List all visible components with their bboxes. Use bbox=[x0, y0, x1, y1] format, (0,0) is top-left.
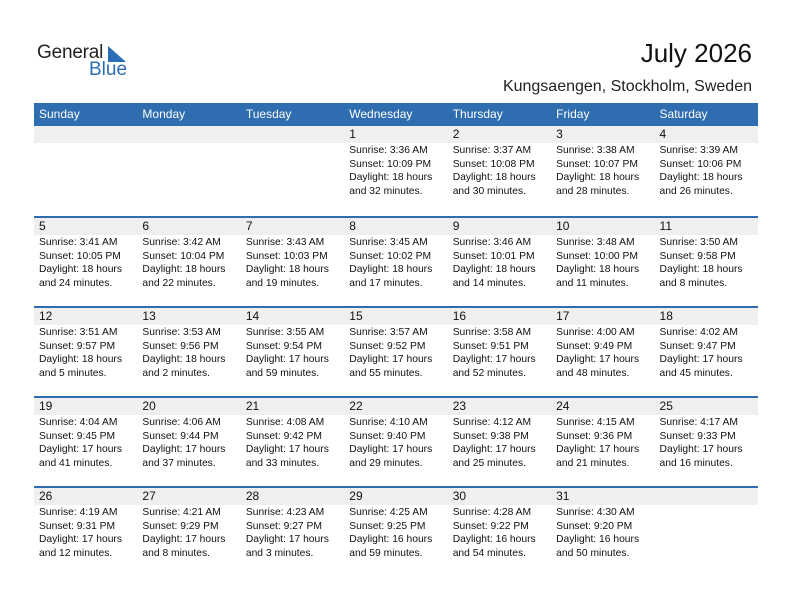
day-number: 15 bbox=[349, 309, 363, 323]
weekday-thursday: Thursday bbox=[452, 107, 503, 121]
day-cell bbox=[655, 235, 758, 290]
day-cell bbox=[655, 143, 758, 198]
info-row bbox=[34, 143, 758, 198]
sunset-text: Sunset: 10:09 PM bbox=[349, 158, 432, 170]
sunset-text: Sunset: 9:22 PM bbox=[452, 520, 529, 532]
sunset-text: Sunset: 9:29 PM bbox=[142, 520, 219, 532]
day-cell bbox=[241, 143, 344, 198]
info-row bbox=[34, 235, 758, 290]
minutes-text: and 54 minutes. bbox=[452, 547, 526, 559]
day-number: 10 bbox=[556, 219, 570, 233]
day-cell bbox=[448, 143, 551, 198]
daylight-text: Daylight: 18 hours bbox=[452, 172, 536, 183]
date-band bbox=[34, 398, 758, 415]
sunset-text: Sunset: 9:33 PM bbox=[659, 430, 736, 442]
day-cell bbox=[655, 505, 758, 560]
week-row bbox=[34, 216, 758, 306]
day-cell bbox=[34, 235, 137, 290]
daylight-text: Daylight: 18 hours bbox=[142, 264, 226, 275]
day-cell bbox=[344, 505, 447, 560]
day-cell bbox=[137, 235, 240, 290]
info-row bbox=[34, 505, 758, 560]
minutes-text: and 33 minutes. bbox=[245, 457, 320, 469]
sunrise-text: Sunrise: 4:19 AM bbox=[39, 507, 118, 518]
day-number: 28 bbox=[245, 489, 260, 503]
weekday-friday: Friday bbox=[556, 107, 590, 121]
sunset-text: Sunset: 9:40 PM bbox=[349, 430, 426, 442]
sunrise-text: Sunrise: 4:00 AM bbox=[556, 327, 635, 338]
sunset-text: Sunset: 9:58 PM bbox=[659, 250, 736, 262]
day-number: 9 bbox=[452, 219, 460, 233]
day-cell bbox=[551, 505, 654, 560]
daylight-text: Daylight: 17 hours bbox=[349, 444, 433, 455]
day-cell bbox=[655, 415, 758, 470]
minutes-text: and 41 minutes. bbox=[39, 457, 113, 469]
minutes-text: and 5 minutes. bbox=[39, 367, 107, 379]
sunset-text: Sunset: 9:27 PM bbox=[245, 520, 322, 532]
daylight-text: Daylight: 18 hours bbox=[349, 172, 433, 183]
sunset-text: Sunset: 9:44 PM bbox=[142, 430, 219, 442]
day-cell bbox=[448, 505, 551, 560]
location-subtitle: Kungsaengen, Stockholm, Sweden bbox=[502, 78, 752, 95]
sunset-text: Sunset: 9:42 PM bbox=[245, 430, 322, 442]
sunrise-text: Sunrise: 4:25 AM bbox=[349, 507, 428, 518]
minutes-text: and 59 minutes. bbox=[245, 367, 320, 379]
info-row bbox=[34, 415, 758, 470]
daylight-text: Daylight: 17 hours bbox=[39, 534, 122, 545]
day-cell bbox=[137, 415, 240, 470]
minutes-text: and 8 minutes. bbox=[659, 277, 728, 289]
day-cell bbox=[448, 415, 551, 470]
sunset-text: Sunset: 10:07 PM bbox=[556, 158, 638, 170]
sunset-text: Sunset: 9:38 PM bbox=[452, 430, 529, 442]
sunset-text: Sunset: 9:45 PM bbox=[39, 430, 116, 442]
day-number: 1 bbox=[349, 127, 356, 141]
daylight-text: Daylight: 17 hours bbox=[349, 354, 433, 365]
minutes-text: and 30 minutes. bbox=[452, 185, 526, 197]
sunrise-text: Sunrise: 3:41 AM bbox=[39, 237, 118, 248]
day-cell bbox=[34, 415, 137, 470]
minutes-text: and 22 minutes. bbox=[142, 277, 216, 289]
sunset-text: Sunset: 9:36 PM bbox=[556, 430, 633, 442]
sunrise-text: Sunrise: 3:45 AM bbox=[349, 237, 428, 248]
day-number: 25 bbox=[659, 399, 673, 413]
minutes-text: and 26 minutes. bbox=[659, 185, 733, 197]
weekday-header bbox=[34, 103, 758, 126]
sunrise-text: Sunrise: 4:30 AM bbox=[556, 507, 635, 518]
day-cell bbox=[551, 325, 654, 380]
sunrise-text: Sunrise: 3:37 AM bbox=[452, 145, 532, 156]
daylight-text: Daylight: 18 hours bbox=[142, 354, 226, 365]
date-band bbox=[34, 218, 758, 235]
sunset-text: Sunset: 9:56 PM bbox=[142, 340, 219, 352]
minutes-text: and 14 minutes. bbox=[452, 277, 526, 289]
sunset-text: Sunset: 10:00 PM bbox=[556, 250, 638, 262]
sunrise-text: Sunrise: 3:53 AM bbox=[142, 327, 221, 338]
sunset-text: Sunset: 9:54 PM bbox=[245, 340, 322, 352]
day-cell bbox=[448, 325, 551, 380]
sunrise-text: Sunrise: 3:46 AM bbox=[452, 237, 532, 248]
day-number: 27 bbox=[142, 489, 156, 503]
day-cell bbox=[551, 143, 654, 198]
sunrise-text: Sunrise: 4:04 AM bbox=[39, 417, 118, 428]
day-cell bbox=[344, 143, 447, 198]
day-number bbox=[34, 126, 137, 143]
day-cell bbox=[551, 235, 654, 290]
day-cell bbox=[655, 325, 758, 380]
sunset-text: Sunset: 9:52 PM bbox=[349, 340, 426, 352]
day-number: 21 bbox=[245, 399, 260, 413]
sunrise-text: Sunrise: 3:50 AM bbox=[659, 237, 738, 248]
sunrise-text: Sunrise: 3:42 AM bbox=[142, 237, 221, 248]
day-cell bbox=[34, 505, 137, 560]
logo bbox=[37, 42, 137, 82]
sunrise-text: Sunrise: 3:58 AM bbox=[452, 327, 532, 338]
sunrise-text: Sunrise: 4:23 AM bbox=[245, 507, 325, 518]
daylight-text: Daylight: 17 hours bbox=[452, 354, 536, 365]
day-number bbox=[655, 488, 758, 505]
sunset-text: Sunset: 9:47 PM bbox=[659, 340, 736, 352]
daylight-text: Daylight: 18 hours bbox=[556, 264, 640, 275]
sunrise-text: Sunrise: 3:48 AM bbox=[556, 237, 635, 248]
daylight-text: Daylight: 17 hours bbox=[556, 354, 640, 365]
week-row bbox=[34, 306, 758, 396]
daylight-text: Daylight: 18 hours bbox=[349, 264, 433, 275]
day-cell bbox=[344, 415, 447, 470]
day-number: 31 bbox=[556, 489, 570, 503]
day-cell bbox=[137, 325, 240, 380]
minutes-text: and 17 minutes. bbox=[349, 277, 423, 289]
day-number: 16 bbox=[452, 309, 467, 323]
day-number: 26 bbox=[39, 489, 53, 503]
sunrise-text: Sunrise: 4:21 AM bbox=[142, 507, 221, 518]
daylight-text: Daylight: 18 hours bbox=[39, 354, 122, 365]
calendar-grid bbox=[34, 103, 758, 576]
day-number: 13 bbox=[142, 309, 156, 323]
sunset-text: Sunset: 10:05 PM bbox=[39, 250, 121, 262]
day-number: 11 bbox=[659, 219, 672, 233]
daylight-text: Daylight: 18 hours bbox=[452, 264, 536, 275]
day-cell bbox=[448, 235, 551, 290]
day-number: 30 bbox=[452, 489, 467, 503]
sunrise-text: Sunrise: 4:08 AM bbox=[245, 417, 325, 428]
daylight-text: Daylight: 16 hours bbox=[349, 534, 433, 545]
daylight-text: Daylight: 17 hours bbox=[659, 354, 743, 365]
daylight-text: Daylight: 18 hours bbox=[556, 172, 640, 183]
daylight-text: Daylight: 18 hours bbox=[39, 264, 122, 275]
daylight-text: Daylight: 16 hours bbox=[556, 534, 640, 545]
day-number: 24 bbox=[556, 399, 570, 413]
sunset-text: Sunset: 10:02 PM bbox=[349, 250, 432, 262]
daylight-text: Daylight: 16 hours bbox=[452, 534, 536, 545]
minutes-text: and 25 minutes. bbox=[452, 457, 526, 469]
day-number: 17 bbox=[556, 309, 570, 323]
day-number: 18 bbox=[659, 309, 673, 323]
day-cell bbox=[344, 325, 447, 380]
daylight-text: Daylight: 18 hours bbox=[245, 264, 329, 275]
sunrise-text: Sunrise: 4:28 AM bbox=[452, 507, 532, 518]
day-number: 14 bbox=[245, 309, 260, 323]
day-cell bbox=[241, 235, 344, 290]
minutes-text: and 8 minutes. bbox=[142, 547, 210, 559]
sunrise-text: Sunrise: 4:10 AM bbox=[349, 417, 428, 428]
minutes-text: and 16 minutes. bbox=[659, 457, 733, 469]
daylight-text: Daylight: 17 hours bbox=[452, 444, 536, 455]
day-number: 8 bbox=[349, 219, 356, 233]
day-number: 23 bbox=[452, 399, 467, 413]
day-cell bbox=[137, 143, 240, 198]
day-number: 4 bbox=[659, 127, 667, 141]
day-cell bbox=[551, 415, 654, 470]
daylight-text: Daylight: 17 hours bbox=[245, 354, 329, 365]
daylight-text: Daylight: 17 hours bbox=[39, 444, 122, 455]
day-cell bbox=[344, 235, 447, 290]
minutes-text: and 11 minutes. bbox=[556, 277, 629, 289]
weekday-sunday: Sunday bbox=[39, 107, 80, 121]
day-cell bbox=[241, 415, 344, 470]
day-number: 19 bbox=[39, 399, 53, 413]
minutes-text: and 3 minutes. bbox=[245, 547, 314, 559]
page-title: July 2026 bbox=[640, 38, 752, 68]
minutes-text: and 52 minutes. bbox=[452, 367, 526, 379]
minutes-text: and 59 minutes. bbox=[349, 547, 423, 559]
day-number: 6 bbox=[142, 219, 150, 233]
daylight-text: Daylight: 17 hours bbox=[245, 534, 329, 545]
day-cell bbox=[34, 143, 137, 198]
date-band bbox=[34, 488, 758, 505]
sunset-text: Sunset: 9:49 PM bbox=[556, 340, 633, 352]
minutes-text: and 19 minutes. bbox=[245, 277, 320, 289]
daylight-text: Daylight: 17 hours bbox=[142, 534, 226, 545]
day-cell bbox=[137, 505, 240, 560]
minutes-text: and 32 minutes. bbox=[349, 185, 423, 197]
day-number: 5 bbox=[39, 219, 46, 233]
sunset-text: Sunset: 9:51 PM bbox=[452, 340, 529, 352]
sunset-text: Sunset: 10:01 PM bbox=[452, 250, 535, 262]
day-cell bbox=[34, 325, 137, 380]
day-number bbox=[137, 126, 240, 143]
logo-text-general: General bbox=[37, 42, 104, 63]
sunset-text: Sunset: 9:31 PM bbox=[39, 520, 116, 532]
logo-text-blue: Blue bbox=[89, 59, 128, 80]
minutes-text: and 48 minutes. bbox=[556, 367, 630, 379]
sunrise-text: Sunrise: 4:12 AM bbox=[452, 417, 532, 428]
sunset-text: Sunset: 10:03 PM bbox=[245, 250, 328, 262]
sunrise-text: Sunrise: 3:55 AM bbox=[245, 327, 325, 338]
minutes-text: and 29 minutes. bbox=[349, 457, 423, 469]
daylight-text: Daylight: 18 hours bbox=[659, 172, 743, 183]
day-number bbox=[241, 126, 344, 143]
daylight-text: Daylight: 18 hours bbox=[659, 264, 743, 275]
date-band bbox=[34, 308, 758, 325]
daylight-text: Daylight: 17 hours bbox=[142, 444, 226, 455]
info-row bbox=[34, 325, 758, 380]
sunset-text: Sunset: 9:25 PM bbox=[349, 520, 426, 532]
sunrise-text: Sunrise: 3:57 AM bbox=[349, 327, 428, 338]
minutes-text: and 37 minutes. bbox=[142, 457, 216, 469]
minutes-text: and 21 minutes. bbox=[556, 457, 630, 469]
day-number: 2 bbox=[452, 127, 460, 141]
sunrise-text: Sunrise: 4:17 AM bbox=[659, 417, 738, 428]
sunrise-text: Sunrise: 3:38 AM bbox=[556, 145, 635, 156]
weekday-wednesday: Wednesday bbox=[349, 107, 413, 121]
minutes-text: and 28 minutes. bbox=[556, 185, 630, 197]
sunrise-text: Sunrise: 3:36 AM bbox=[349, 145, 428, 156]
date-band bbox=[34, 126, 758, 143]
sunset-text: Sunset: 10:04 PM bbox=[142, 250, 225, 262]
sunrise-text: Sunrise: 4:06 AM bbox=[142, 417, 221, 428]
daylight-text: Daylight: 17 hours bbox=[659, 444, 743, 455]
sunset-text: Sunset: 9:20 PM bbox=[556, 520, 633, 532]
sunrise-text: Sunrise: 3:39 AM bbox=[659, 145, 738, 156]
day-number: 7 bbox=[245, 219, 253, 233]
week-row bbox=[34, 126, 758, 216]
minutes-text: and 50 minutes. bbox=[556, 547, 630, 559]
weekday-saturday: Saturday bbox=[659, 107, 708, 121]
minutes-text: and 12 minutes. bbox=[39, 547, 113, 559]
weekday-monday: Monday bbox=[142, 107, 186, 121]
weekday-tuesday: Tuesday bbox=[245, 107, 292, 121]
sunset-text: Sunset: 10:06 PM bbox=[659, 158, 742, 170]
daylight-text: Daylight: 17 hours bbox=[556, 444, 640, 455]
week-row bbox=[34, 486, 758, 576]
week-row bbox=[34, 396, 758, 486]
day-number: 20 bbox=[142, 399, 156, 413]
sunset-text: Sunset: 10:08 PM bbox=[452, 158, 535, 170]
daylight-text: Daylight: 17 hours bbox=[245, 444, 329, 455]
minutes-text: and 45 minutes. bbox=[659, 367, 733, 379]
day-cell bbox=[241, 325, 344, 380]
day-cell bbox=[241, 505, 344, 560]
minutes-text: and 24 minutes. bbox=[39, 277, 113, 289]
day-number: 29 bbox=[349, 489, 363, 503]
day-number: 3 bbox=[556, 127, 563, 141]
sunrise-text: Sunrise: 4:15 AM bbox=[556, 417, 635, 428]
sunrise-text: Sunrise: 4:02 AM bbox=[659, 327, 738, 338]
minutes-text: and 55 minutes. bbox=[349, 367, 423, 379]
sunrise-text: Sunrise: 3:51 AM bbox=[39, 327, 118, 338]
day-number: 22 bbox=[349, 399, 363, 413]
sunrise-text: Sunrise: 3:43 AM bbox=[245, 237, 325, 248]
minutes-text: and 2 minutes. bbox=[142, 367, 210, 379]
day-number: 12 bbox=[39, 309, 53, 323]
sunset-text: Sunset: 9:57 PM bbox=[39, 340, 116, 352]
